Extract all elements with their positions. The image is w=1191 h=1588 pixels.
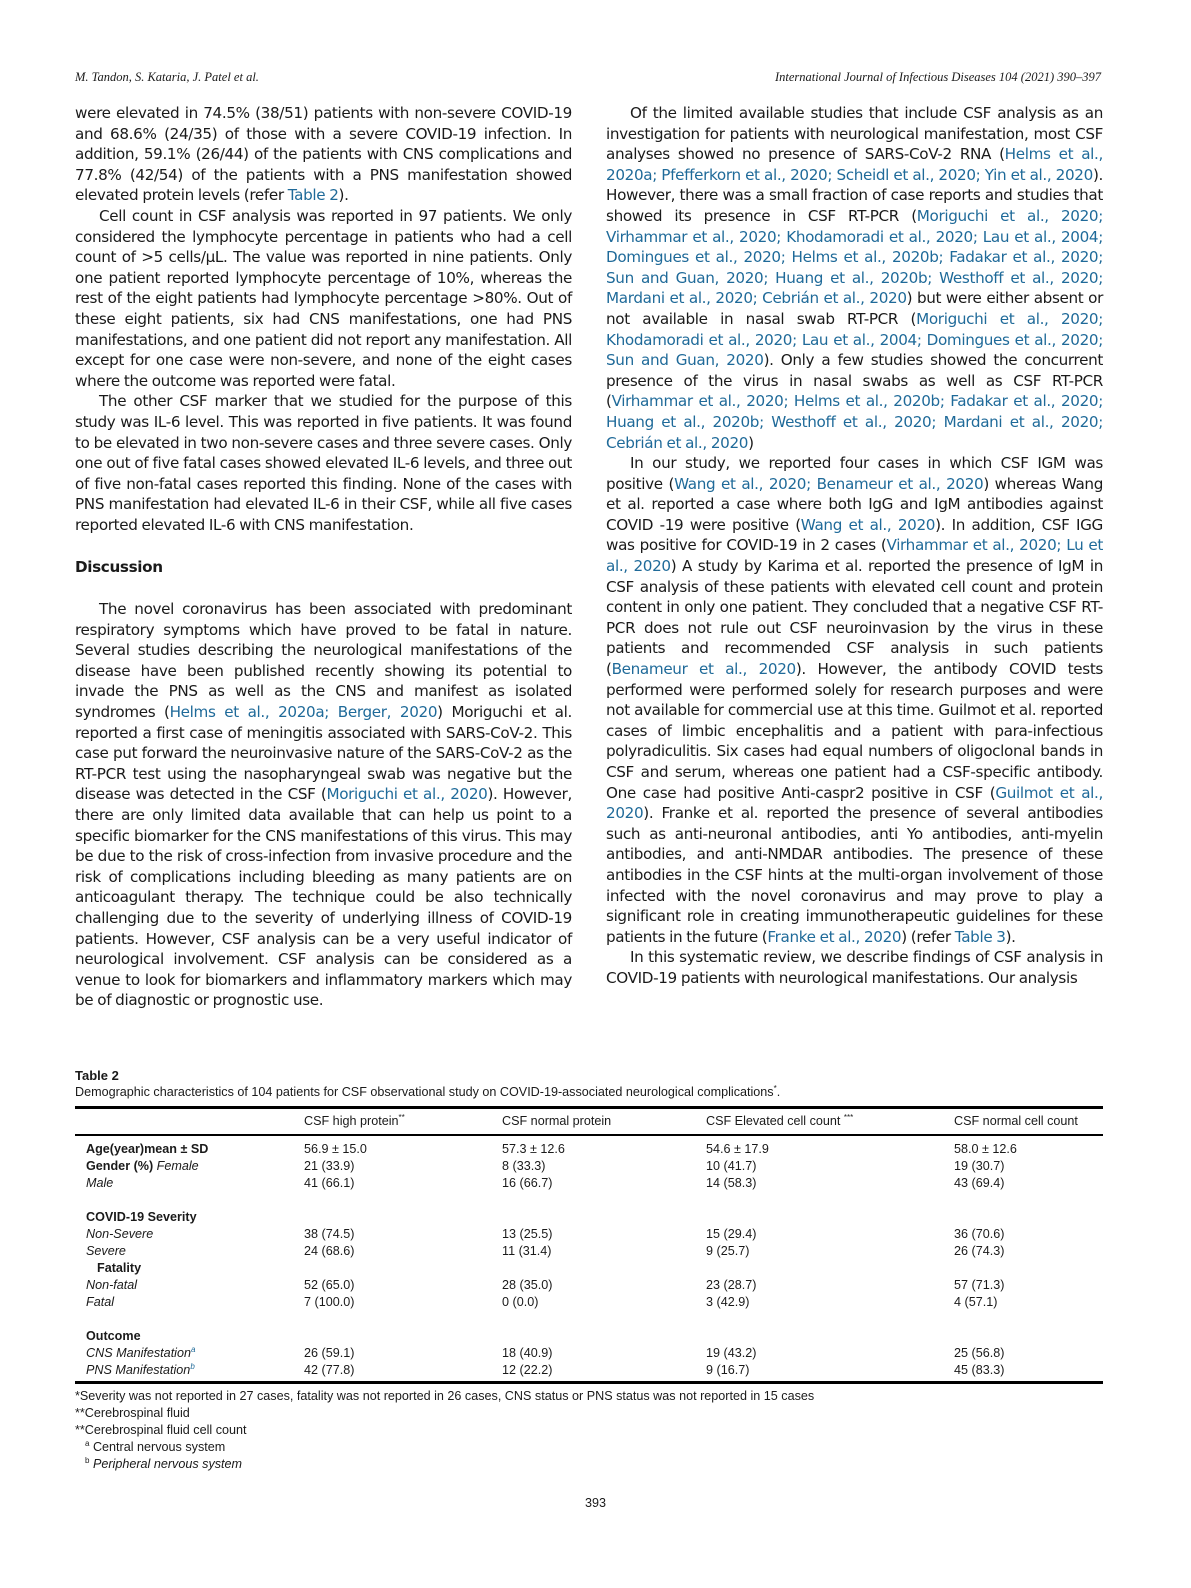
table-bottom-rule <box>75 1381 1103 1384</box>
table-row: Fatal 7 (100.0) 0 (0.0) 3 (42.9) 4 (57.1) <box>86 1295 998 1309</box>
table-section-heading: COVID-19 Severity <box>86 1210 197 1224</box>
table-row: CNS Manifestation$^a$ 26 (59.1) 18 (40.9) 19 (43.2) 25 (56.8) <box>86 1345 1005 1360</box>
table-2 <box>75 1068 1103 1473</box>
footnote: *Severity was not reported in 27 cases, fatality was not reported in 26 cases, CNS status or PNS status was not reported in 15 cases <box>75 1389 815 1403</box>
footnote-a-link[interactable]: a <box>191 1345 196 1354</box>
table-caption: Demographic characteristics of 104 patients for CSF observational study on COVID-19-associated neurological complications*. <box>75 1084 781 1099</box>
paragraph: The other CSF marker that we studied for the purpose of this study was IL-6 level. This was reported in five patients. It was found to be elevated in two non-severe cases and three severe cases. Only one out of five fatal cases showed elevated IL-6 levels, and three out of five non-fatal cases reported this finding. None of the cases with PNS manifestation had elevated IL-6 in their CSF, while all five cases reported elevated IL-6 with CNS manifestation. <box>75 392 572 534</box>
citation-link[interactable]: Helms et al., 2020a; Berger, 2020 <box>169 703 438 722</box>
paragraph: were elevated in 74.5% (38/51) patients with non-severe COVID-19 and 68.6% (24/35) of those with a severe COVID-19 infection. In addition, 59.1% (26/44) of the patients with CNS complications and 77.8% (42/54) of the patients with a PNS manifestation showed elevated protein levels (refer Table 2). <box>75 104 572 205</box>
table-row: Severe 24 (68.6) 11 (31.4) 9 (25.7) 26 (74.3) <box>86 1244 1005 1258</box>
paragraph: Of the limited available studies that include CSF analysis as an investigation for patients with neurological manifestation, most CSF analyses showed no presence of SARS-CoV-2 RNA (Helms et al., 2020a; Pfefferkorn et al., 2020; Scheidl et al., 2020; Yin et al., 2020). However, there was a small fraction of case reports and studies that showed its presence in CSF RT-PCR (Moriguchi et al., 2020; Virhammar et al., 2020; Khodamoradi et al., 2020; Lau et al., 2004; Domingues et al., 2020; Helms et al., 2020b; Fadakar et al., 2020; Sun and Guan, 2020; Huang et al., 2020b; Westhoff et al., 2020; Mardani et al., 2020; Cebrián et al., 2020) but were either absent or not available in nasal swab RT-PCR (Moriguchi et al., 2020; Khodamoradi et al., 2020; Lau et al., 2004; Domingues et al., 2020; Sun and Guan, 2020). Only a few studies showed the concurrent presence of the virus in nasal swabs as well as CSF RT-PCR (Virhammar et al., 2020; Helms et al., 2020b; Fadakar et al., 2020; Huang et al., 2020b; Westhoff et al., 2020; Mardani et al., 2020; Cebrián et al., 2020) <box>606 104 1104 452</box>
page-number: 393 <box>584 1496 606 1510</box>
citation-link[interactable]: Benameur et al., 2020 <box>611 660 796 679</box>
footnote: **Cerebrospinal fluid cell count <box>75 1423 247 1437</box>
citation-link[interactable]: Moriguchi et al., 2020; Virhammar et al., 2020; Khodamoradi et al., 2020; Lau et al., 2004; Domingues et al., 2020; Helms et al., 2020b; Fadakar et al., 2020; Sun and Guan, 2020; Huang et al., 2020b; Westhoff et al., 2020; Mardani et al., 2020; Cebrián et al., 2020 <box>606 206 1103 308</box>
citation-link[interactable]: Helms et al., 2020a; Pfefferkorn et al., 2020; Scheidl et al., 2020; Yin et al., 2020 <box>606 145 1104 184</box>
table-row: Male 41 (66.1) 16 (66.7) 14 (58.3) 43 (69.4) <box>86 1176 1005 1190</box>
column-header: CSF high protein** <box>304 1113 405 1128</box>
citation-link[interactable]: Franke et al., 2020 <box>767 927 902 946</box>
citation-link[interactable]: Guilmot et al., 2020 <box>606 783 1103 823</box>
footnote: $^a$ Central nervous system <box>85 1439 226 1454</box>
citation-link[interactable]: Wang et al., 2020 <box>800 515 936 534</box>
paragraph: In this systematic review, we describe findings of CSF analysis in COVID-19 patients with neurological manifestations. Our analysis <box>606 948 1103 987</box>
running-head <box>75 70 1101 85</box>
table-row: Non-fatal 52 (65.0) 28 (35.0) 23 (28.7) 57 (71.3) <box>86 1278 1005 1292</box>
table-footnotes <box>75 1388 1103 1473</box>
footnote: **Cerebrospinal fluid <box>75 1406 190 1420</box>
citation-link[interactable]: Virhammar et al., 2020; Helms et al., 2020b; Fadakar et al., 2020; Huang et al., 2020b; Westhoff et al., 2020; Mardani et al., 2020; Cebrián et al., 2020 <box>606 392 1103 452</box>
paragraph: The novel coronavirus has been associated with predominant respiratory symptoms which have proved to be fatal in nature. Several studies describing the neurological manifestations of the disease have been published recently showing its potential to invade the PNS as well as the CNS and manifest as isolated syndromes (Helms et al., 2020a; Berger, 2020) Moriguchi et al. reported a first case of meningitis associated with SARS-CoV-2. This case put forward the neuroinvasive nature of the SARS-CoV-2 as the RT-PCR test using the nasopharyngeal swab was negative but the disease was detected in the CSF (Moriguchi et al., 2020). However, there are only limited data available that can help us point to a specific biomarker for the CNS manifestations of this virus. This may be due to the risk of cross-infection from invasive procedure and the risk of complications including bleeding as many patients are on anticoagulant therapy. The technique could be also technically challenging due to the severity of underlying illness of COVID-19 patients. However, CSF analysis can be a very useful indicator of neurological involvement. CSF analysis can be considered as a venue to look for biomarkers and inflammatory markers which may be of diagnostic or prognostic use. <box>75 600 572 1010</box>
citation-link[interactable]: Moriguchi et al., 2020; Khodamoradi et al., 2020; Lau et al., 2004; Domingues et al., 2020; Sun and Guan, 2020 <box>606 309 1103 370</box>
running-head-journal: International Journal of Infectious Diseases 104 (2021) 390–397 <box>774 70 1101 84</box>
column-header: CSF Elevated cell count *** <box>706 1113 854 1128</box>
column-header: CSF normal protein <box>502 1114 612 1128</box>
table-section-heading: Outcome <box>86 1329 141 1343</box>
running-head-authors: M. Tandon, S. Kataria, J. Patel et al. <box>75 70 259 84</box>
table-header-row <box>75 1109 1103 1135</box>
citation-link[interactable]: Virhammar et al., 2020; Lu et al., 2020 <box>606 536 1103 576</box>
table-3-link[interactable]: Table 3 <box>954 927 1006 946</box>
table-row: PNS Manifestation$^b$ 42 (77.8) 12 (22.2) 9 (16.7) 45 (83.3) <box>86 1362 1005 1377</box>
table-section-heading: Fatality <box>97 1261 142 1275</box>
table-row: Non-Severe 38 (74.5) 13 (25.5) 15 (29.4) 36 (70.6) <box>86 1227 1005 1241</box>
right-column <box>606 103 1103 989</box>
table-label: Table 2 <box>75 1068 119 1083</box>
citation-link[interactable]: Moriguchi et al., 2020 <box>326 785 488 804</box>
data-table <box>75 1109 1103 1381</box>
footnote: $^b$ Peripheral nervous system <box>85 1456 243 1471</box>
table-2-link[interactable]: Table 2 <box>287 186 339 205</box>
section-heading-discussion: Discussion <box>75 558 163 577</box>
citation-link[interactable]: Wang et al., 2020; Benameur et al., 2020 <box>674 474 984 493</box>
paragraph: In our study, we reported four cases in which CSF IGM was positive (Wang et al., 2020; Benameur et al., 2020) whereas Wang et al. reported a case where both IgG and IgM antibodies against COVID -19 were positive (Wang et al., 2020). In addition, CSF IGG was positive for COVID-19 in 2 cases (Virhammar et al., 2020; Lu et al., 2020) A study by Karima et al. reported the presence of IgM in CSF analysis of these patients with elevated cell count and protein content in only one patient. They concluded that a negative CSF RT-PCR does not rule out CSF neuroinvasion by the virus in these patients and recommended CSF analysis in such patients (Benameur et al., 2020). However, the antibody COVID tests performed were performed solely for research purposes and were not available for commercial use at this time. Guilmot et al. reported cases of limbic encephalitis and a patient with para-infectious polyradiculitis. Six cases had equal numbers of oligoclonal bands in CSF and serum, whereas one patient had a CSF-specific antibody. One case had positive Anti-caspr2 positive in CSF (Guilmot et al., 2020). Franke et al. reported the presence of several antibodies such as anti-neuronal antibodies, anti Yo antibodies, anti-myelin antibodies, and anti-NMDAR antibodies. The presence of these antibodies in the CSF hints at the multi-organ involvement of those infected with the novel coronavirus and may prove to play a significant role in creating immunotherapeutic guidelines for these patients in the future (Franke et al., 2020) (refer Table 3). <box>606 454 1103 946</box>
column-header: CSF normal cell count <box>954 1114 1078 1128</box>
table-row: Gender (%) Female 21 (33.9) 8 (33.3) 10 (41.7) 19 (30.7) <box>86 1159 1005 1173</box>
table-row: Age(year)mean ± SD 56.9 ± 15.0 57.3 ± 12.6 54.6 ± 17.9 58.0 ± 12.6 <box>86 1142 1017 1156</box>
column-header <box>75 1109 304 1135</box>
left-column <box>75 103 572 1011</box>
footnote-b-link[interactable]: b <box>190 1362 195 1371</box>
paragraph: Cell count in CSF analysis was reported in 97 patients. We only considered the lymphocyte percentage in patients who had a cell count of >5 cells/μL. The value was reported in nine patients. Only one patient reported lymphocyte percentage of 10%, whereas the rest of the eight patients had lymphocyte percentage >80%. Out of these eight patients, six had CNS manifestations, one had PNS manifestations, and one patient did not report any manifestation. All except for one case were non-severe, and none of the eight cases where the outcome was reported were fatal. <box>75 206 572 390</box>
